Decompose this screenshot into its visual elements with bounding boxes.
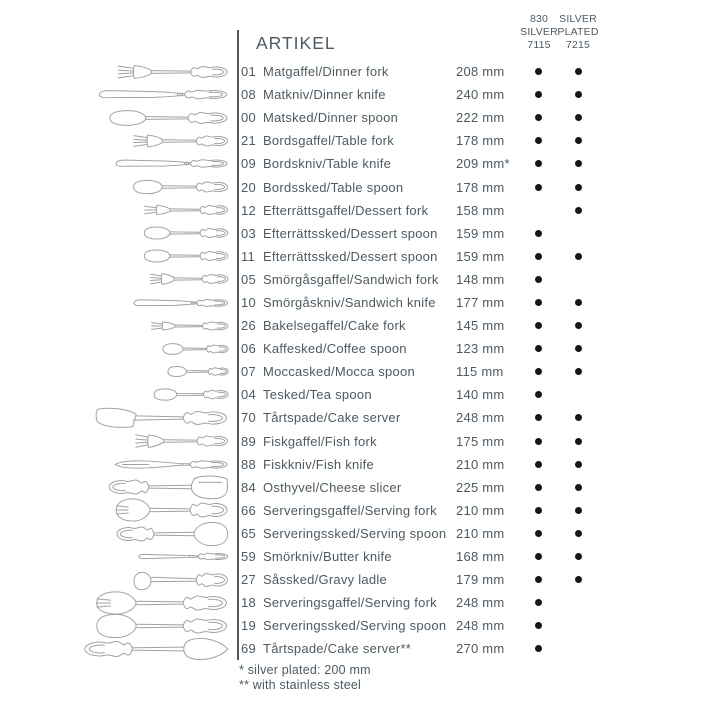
article-number: 66 xyxy=(241,502,256,518)
article-number: 07 xyxy=(241,364,256,380)
column-header-line: SILVER xyxy=(559,13,597,25)
availability-silver-plated xyxy=(558,461,598,468)
article-name: Smörkniv/Butter knife xyxy=(263,549,392,565)
article-row-08 xyxy=(238,83,717,106)
article-size: 248 mm xyxy=(456,410,505,426)
article-number: 09 xyxy=(241,156,256,172)
availability-dot xyxy=(535,530,542,537)
article-name: Såssked/Gravy ladle xyxy=(263,572,387,588)
article-size: 123 mm xyxy=(456,341,505,357)
availability-dot xyxy=(535,299,542,306)
availability-830-silver xyxy=(518,137,558,144)
article-name: Tesked/Tea spoon xyxy=(263,387,372,403)
article-number: 69 xyxy=(241,641,256,657)
article-table xyxy=(238,60,717,660)
footnotes xyxy=(239,663,371,692)
availability-silver-plated xyxy=(558,438,598,445)
article-name: Bordssked/Table spoon xyxy=(263,179,404,195)
article-size: 175 mm xyxy=(456,433,505,449)
availability-dot xyxy=(575,114,582,121)
table-fork-icon xyxy=(132,131,230,151)
article-row-26 xyxy=(238,314,717,337)
article-size: 248 mm xyxy=(456,618,505,634)
article-number: 08 xyxy=(241,87,256,103)
availability-dot xyxy=(575,68,582,75)
availability-830-silver xyxy=(518,322,558,329)
availability-silver-plated xyxy=(558,114,598,121)
availability-dot xyxy=(535,160,542,167)
article-number: 89 xyxy=(241,433,256,449)
article-number: 59 xyxy=(241,549,256,565)
article-row-70 xyxy=(238,406,717,429)
availability-silver-plated xyxy=(558,530,598,537)
availability-830-silver xyxy=(518,114,558,121)
article-number: 26 xyxy=(241,318,256,334)
availability-dot xyxy=(575,461,582,468)
article-size: 210 mm xyxy=(456,502,505,518)
dessert-fork-icon xyxy=(143,201,230,219)
article-number: 06 xyxy=(241,341,256,357)
availability-830-silver xyxy=(518,553,558,560)
article-row-11 xyxy=(238,245,717,268)
availability-silver-plated xyxy=(558,414,598,421)
availability-830-silver xyxy=(518,299,558,306)
article-row-88 xyxy=(238,453,717,476)
availability-silver-plated xyxy=(558,553,598,560)
availability-dot xyxy=(535,345,542,352)
availability-silver-plated xyxy=(558,322,598,329)
coffee-spoon-icon xyxy=(162,341,230,357)
article-size: 159 mm xyxy=(456,248,505,264)
article-size: 178 mm xyxy=(456,179,505,195)
article-row-59 xyxy=(238,545,717,568)
availability-830-silver xyxy=(518,645,558,652)
availability-silver-plated xyxy=(558,299,598,306)
availability-dot xyxy=(575,553,582,560)
article-size: 248 mm xyxy=(456,595,505,611)
availability-830-silver xyxy=(518,530,558,537)
article-size: 210 mm xyxy=(456,525,505,541)
article-row-65 xyxy=(238,522,717,545)
article-row-18 xyxy=(238,591,717,614)
availability-dot xyxy=(575,345,582,352)
mocca-spoon-icon xyxy=(167,364,230,379)
availability-dot xyxy=(535,391,542,398)
availability-silver-plated xyxy=(558,507,598,514)
availability-830-silver xyxy=(518,345,558,352)
article-number: 04 xyxy=(241,387,256,403)
availability-dot xyxy=(535,230,542,237)
article-number: 01 xyxy=(241,64,256,80)
availability-silver-plated xyxy=(558,160,598,167)
column-header-silver-plated xyxy=(555,13,601,51)
sandwich-knife-icon xyxy=(133,296,230,310)
article-row-21 xyxy=(238,129,717,152)
column-header-line: SILVER xyxy=(520,25,558,38)
availability-silver-plated xyxy=(558,91,598,98)
availability-silver-plated xyxy=(558,68,598,75)
article-size: 225 mm xyxy=(456,479,505,495)
article-name: Smörgåsgaffel/Sandwich fork xyxy=(263,271,439,287)
availability-silver-plated xyxy=(558,368,598,375)
article-size: 210 mm xyxy=(456,456,505,472)
article-row-03 xyxy=(238,222,717,245)
availability-830-silver xyxy=(518,461,558,468)
serving-spoon-icon xyxy=(114,520,230,548)
butter-knife-icon xyxy=(138,550,230,563)
article-size: 159 mm xyxy=(456,225,505,241)
availability-830-silver xyxy=(518,438,558,445)
availability-830-silver xyxy=(518,160,558,167)
article-size: 222 mm xyxy=(456,110,505,126)
availability-dot xyxy=(575,576,582,583)
article-name: Tårtspade/Cake server** xyxy=(263,641,412,657)
availability-dot xyxy=(535,553,542,560)
footnote-silver-plated: * silver plated: 200 mm xyxy=(239,663,371,677)
article-row-69 xyxy=(238,637,717,660)
sandwich-fork-icon xyxy=(149,270,230,288)
article-row-04 xyxy=(238,383,717,406)
availability-830-silver xyxy=(518,368,558,375)
availability-silver-plated xyxy=(558,484,598,491)
article-size: 177 mm xyxy=(456,294,505,310)
tea-spoon-icon xyxy=(153,386,230,403)
article-size: 209 mm* xyxy=(456,156,510,172)
article-name: Matkniv/Dinner knife xyxy=(263,87,386,103)
article-row-07 xyxy=(238,360,717,383)
article-name: Serveringssked/Serving spoon xyxy=(263,525,447,541)
article-size: 270 mm xyxy=(456,641,505,657)
availability-dot xyxy=(535,91,542,98)
article-row-05 xyxy=(238,268,717,291)
article-size: 140 mm xyxy=(456,387,505,403)
availability-dot xyxy=(535,322,542,329)
article-number: 27 xyxy=(241,572,256,588)
availability-silver-plated xyxy=(558,207,598,214)
column-header-line: 7115 xyxy=(527,38,551,51)
availability-830-silver xyxy=(518,391,558,398)
article-size: 178 mm xyxy=(456,133,505,149)
article-row-19 xyxy=(238,614,717,637)
article-name: Tårtspade/Cake server xyxy=(263,410,401,426)
article-name: Fiskgaffel/Fish fork xyxy=(263,433,377,449)
availability-dot xyxy=(575,160,582,167)
availability-dot xyxy=(575,484,582,491)
column-header-line: 830 xyxy=(529,13,549,25)
article-name: Bakelsegaffel/Cake fork xyxy=(263,318,406,334)
article-row-20 xyxy=(238,175,717,198)
availability-dot xyxy=(535,253,542,260)
article-number: 03 xyxy=(241,225,256,241)
article-number: 20 xyxy=(241,179,256,195)
availability-dot xyxy=(535,137,542,144)
article-name: Matgaffel/Dinner fork xyxy=(263,64,389,80)
article-size: 115 mm xyxy=(456,364,504,380)
availability-830-silver xyxy=(518,68,558,75)
availability-dot xyxy=(575,184,582,191)
article-name: Moccasked/Mocca spoon xyxy=(263,364,415,380)
article-name: Efterrättssked/Dessert spoon xyxy=(263,225,438,241)
availability-dot xyxy=(535,484,542,491)
article-name: Matsked/Dinner spoon xyxy=(263,110,399,126)
dessert-spoon-icon xyxy=(143,224,230,242)
dessert-spoon-icon xyxy=(143,247,230,265)
article-size: 240 mm xyxy=(456,87,505,103)
availability-dot xyxy=(575,368,582,375)
cake-fork-icon xyxy=(150,318,230,334)
article-number: 88 xyxy=(241,456,256,472)
availability-830-silver xyxy=(518,622,558,629)
dinner-spoon-icon xyxy=(108,107,230,129)
availability-dot xyxy=(535,576,542,583)
article-name: Serveringsgaffel/Serving fork xyxy=(263,595,437,611)
availability-dot xyxy=(575,438,582,445)
article-row-89 xyxy=(238,430,717,453)
article-size: 145 mm xyxy=(456,318,505,334)
article-row-10 xyxy=(238,291,717,314)
availability-dot xyxy=(535,645,542,652)
availability-830-silver xyxy=(518,507,558,514)
availability-dot xyxy=(575,253,582,260)
article-name: Kaffesked/Coffee spoon xyxy=(263,341,407,357)
table-spoon-icon xyxy=(132,177,230,197)
article-number: 11 xyxy=(241,248,255,264)
availability-dot xyxy=(575,530,582,537)
article-number: 65 xyxy=(241,525,256,541)
article-number: 21 xyxy=(241,133,256,149)
article-row-27 xyxy=(238,568,717,591)
dinner-fork-icon xyxy=(116,61,230,83)
availability-dot xyxy=(535,507,542,514)
availability-830-silver xyxy=(518,484,558,491)
availability-dot xyxy=(535,461,542,468)
cutlery-illustration-column xyxy=(0,0,237,717)
fish-fork-icon xyxy=(134,431,230,451)
availability-dot xyxy=(575,507,582,514)
availability-830-silver xyxy=(518,576,558,583)
article-size: 168 mm xyxy=(456,549,505,565)
article-number: 10 xyxy=(241,294,256,310)
article-row-09 xyxy=(238,152,717,175)
article-number: 05 xyxy=(241,271,256,287)
availability-dot xyxy=(575,137,582,144)
availability-silver-plated xyxy=(558,137,598,144)
availability-830-silver xyxy=(518,599,558,606)
article-name: Fiskkniv/Fish knife xyxy=(263,456,374,472)
article-size: 148 mm xyxy=(456,271,505,287)
cake-server-icon xyxy=(94,405,230,431)
article-name: Serveringsgaffel/Serving fork xyxy=(263,502,437,518)
article-row-00 xyxy=(238,106,717,129)
availability-silver-plated xyxy=(558,345,598,352)
article-number: 12 xyxy=(241,202,256,218)
availability-dot xyxy=(535,114,542,121)
availability-silver-plated xyxy=(558,576,598,583)
availability-dot xyxy=(535,414,542,421)
column-header-line: 7215 xyxy=(565,38,591,51)
article-name: Efterrättssked/Dessert spoon xyxy=(263,248,438,264)
availability-dot xyxy=(535,276,542,283)
availability-dot xyxy=(575,322,582,329)
article-size: 179 mm xyxy=(456,572,505,588)
article-number: 19 xyxy=(241,618,256,634)
article-size: 208 mm xyxy=(456,64,505,80)
article-name: Efterrättsgaffel/Dessert fork xyxy=(263,202,429,218)
availability-dot xyxy=(575,91,582,98)
availability-dot xyxy=(535,68,542,75)
availability-dot xyxy=(575,299,582,306)
article-row-06 xyxy=(238,337,717,360)
article-number: 84 xyxy=(241,479,256,495)
availability-dot xyxy=(575,207,582,214)
availability-dot xyxy=(535,622,542,629)
article-number: 18 xyxy=(241,595,256,611)
availability-830-silver xyxy=(518,91,558,98)
article-number: 70 xyxy=(241,410,256,426)
availability-dot xyxy=(575,414,582,421)
availability-830-silver xyxy=(518,414,558,421)
article-name: Serveringssked/Serving spoon xyxy=(263,618,447,634)
availability-dot xyxy=(535,438,542,445)
article-name: Osthyvel/Cheese slicer xyxy=(263,479,402,495)
page-title: ARTIKEL xyxy=(256,33,336,53)
article-name: Smörgåskniv/Sandwich knife xyxy=(263,294,436,310)
article-name: Bordsgaffel/Table fork xyxy=(263,133,394,149)
availability-silver-plated xyxy=(558,253,598,260)
availability-dot xyxy=(535,184,542,191)
article-row-84 xyxy=(238,476,717,499)
cake-server-large-icon xyxy=(81,634,230,664)
availability-dot xyxy=(535,599,542,606)
availability-830-silver xyxy=(518,253,558,260)
column-header-line: PLATED xyxy=(557,25,599,38)
footnote-stainless: ** with stainless steel xyxy=(239,677,362,692)
article-row-66 xyxy=(238,499,717,522)
availability-830-silver xyxy=(518,184,558,191)
dinner-knife-icon xyxy=(98,86,230,103)
article-row-01 xyxy=(238,60,717,83)
availability-silver-plated xyxy=(558,184,598,191)
article-size: 158 mm xyxy=(456,202,505,218)
article-name: Bordskniv/Table knife xyxy=(263,156,392,172)
availability-dot xyxy=(535,368,542,375)
availability-830-silver xyxy=(518,230,558,237)
fish-knife-icon xyxy=(114,457,230,472)
article-number: 00 xyxy=(241,110,256,126)
article-row-12 xyxy=(238,199,717,222)
availability-830-silver xyxy=(518,276,558,283)
table-knife-icon xyxy=(115,156,230,171)
